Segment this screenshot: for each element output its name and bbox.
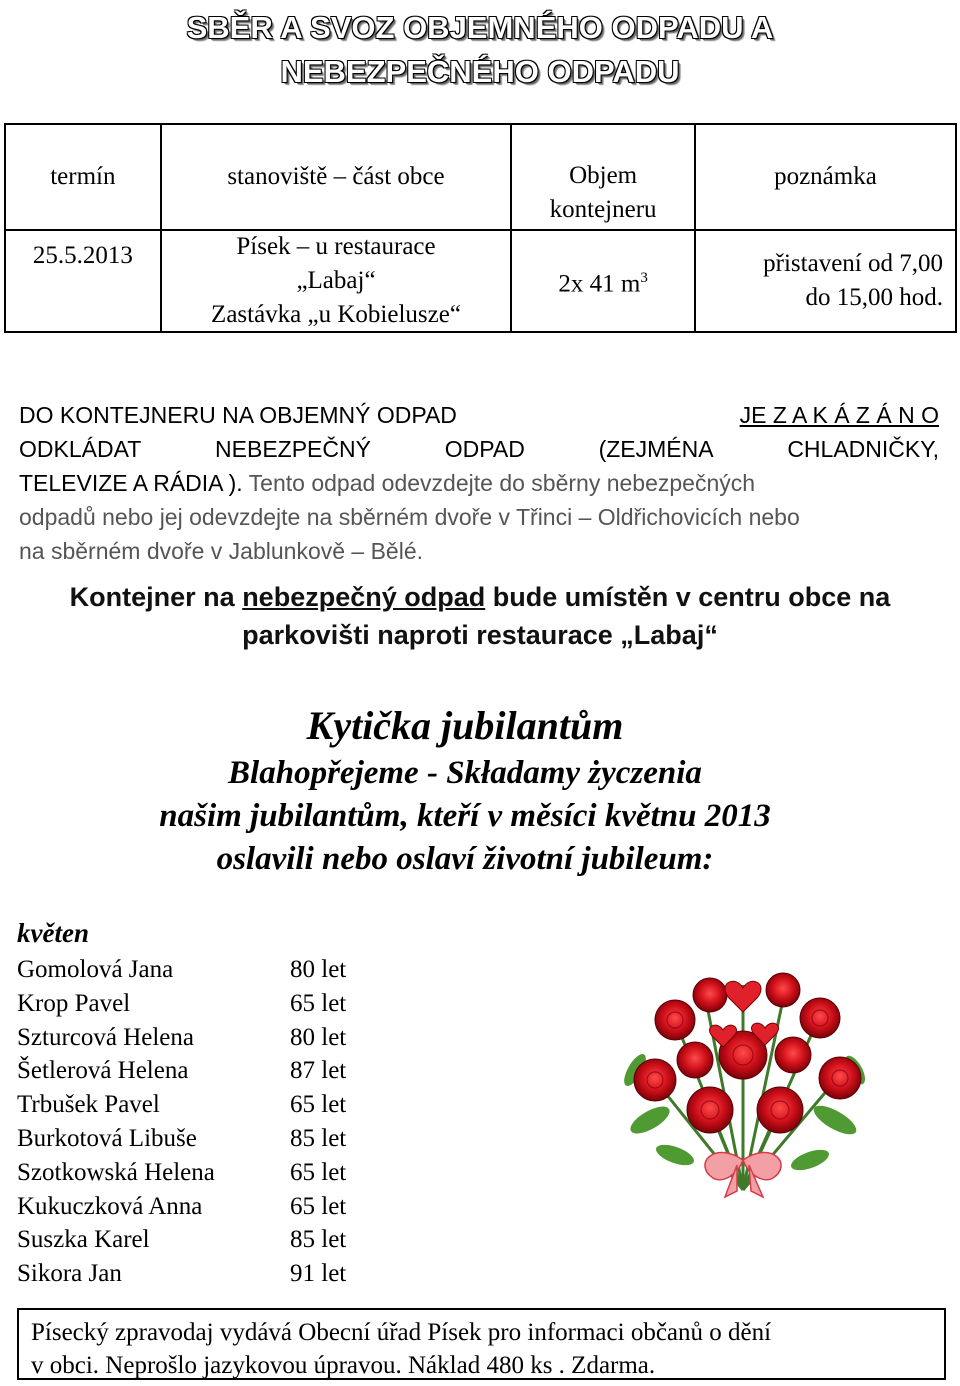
page-title [0, 6, 960, 94]
schedule-row [5, 230, 956, 332]
notice-line-3 [19, 466, 939, 500]
notice-l3-caps: TELEVIZE A RÁDIA ). [19, 470, 243, 496]
header-poznamka: poznámka [774, 163, 877, 190]
month-heading: květen [17, 918, 89, 948]
jubilant-age: 80 let [290, 956, 347, 983]
notice-line-5: na sběrném dvoře v Jablunkově – Bělé. [19, 538, 424, 564]
row-volume [512, 261, 694, 301]
list-item [17, 1088, 346, 1122]
jubilant-age: 65 let [290, 1158, 347, 1186]
jubilant-name: Krop Pavel [17, 989, 131, 1017]
list-item [17, 1156, 346, 1190]
jubilant-name: Gomolová Jana [17, 956, 174, 983]
notice-l1-a: DO KONTEJNERU NA OBJEMNÝ ODPAD [19, 402, 457, 428]
jubilant-name: Suszka Karel [17, 1226, 150, 1254]
notice-l2-a: ODKLÁDAT [19, 436, 142, 462]
jubilee-heading-block [0, 700, 930, 881]
jubilant-name: Szotkowská Helena [17, 1158, 215, 1186]
list-item [17, 1122, 346, 1156]
list-item [17, 1257, 346, 1291]
notice-l2-d: (ZEJMÉNA [598, 436, 714, 462]
jubilee-line-2: našim jubilantům, kteří v měsíci květnu 2013 [159, 798, 771, 834]
notice-line-2 [19, 432, 939, 466]
list-item [17, 987, 346, 1021]
notice-forbidden: JE Z A K Á Z Á N O [739, 402, 939, 428]
jubilant-age: 85 let [290, 1226, 347, 1254]
jubilant-name: Sikora Jan [17, 1260, 122, 1288]
jubilee-heading: Kytička jubilantům [306, 703, 624, 748]
jubilant-age: 91 let [290, 1260, 347, 1288]
list-item [17, 1223, 346, 1257]
jubilee-line-1: Blahopřejeme - Składamy życzenia [228, 755, 702, 791]
jubilant-name: Šetlerová Helena [17, 1057, 189, 1085]
jubilant-name: Burkotová Libuše [17, 1124, 197, 1152]
row-place-2: „Labaj“ [296, 267, 376, 294]
footer-line-1: Písecký zpravodaj vydává Obecní úřad Písek pro informaci občanů o dění [31, 1319, 772, 1346]
container-note-l1-b: bude umístěn v centru obce na [485, 582, 891, 612]
header-objem: Objem [569, 162, 638, 189]
jubilee-line-3: oslavili nebo oslaví životní jubileum: [216, 841, 714, 877]
notice-l2-b: NEBEZPEČNÝ [215, 436, 371, 462]
notice-l2-e: CHLADNIČKY, [787, 436, 939, 462]
jubilant-name: Trbušek Pavel [17, 1091, 160, 1119]
schedule-header-row [5, 124, 956, 230]
jubilant-name: Kukuczková Anna [17, 1192, 203, 1220]
header-kontejneru: kontejneru [549, 196, 657, 223]
list-item [17, 1190, 346, 1224]
container-note-line-2: parkovišti naproti restaurace „Labaj“ [242, 620, 718, 650]
row-volume-sup: 3 [640, 269, 648, 286]
notice-l2-c: ODPAD [444, 436, 525, 462]
jubilant-name: Szturcová Helena [17, 1023, 195, 1051]
jubilant-age: 65 let [290, 989, 347, 1017]
row-note-2: do 15,00 hod. [805, 284, 943, 311]
jubilant-age: 87 let [290, 1057, 347, 1085]
row-date: 25.5.2013 [32, 242, 133, 269]
row-note-1: přistavení od 7,00 [763, 250, 943, 277]
footer-line-2: v obci. Neprošlo jazykovou úpravou. Náklad 480 ks . Zdarma. [31, 1352, 656, 1379]
jubilant-age: 85 let [290, 1124, 347, 1152]
header-stanoviste: stanoviště – část obce [227, 163, 445, 190]
container-note-underlined: nebezpečný odpad [242, 582, 486, 612]
jubilant-age: 65 let [290, 1192, 347, 1220]
title-line-2: NEBEZPEČNÉHO ODPADU [280, 54, 680, 89]
jubilant-age: 65 let [290, 1091, 347, 1119]
jubilant-list [17, 953, 346, 1291]
title-line-1: SBĚR A SVOZ OBJEMNÉHO ODPADU A [186, 10, 774, 45]
notice-line-4: odpadů nebo jej odevzdejte na sběrném dvoře v Třinci – Oldřichovicích nebo [19, 504, 800, 530]
rose-bouquet-image [615, 960, 870, 1200]
list-item [17, 1054, 346, 1088]
footer-box [17, 1308, 946, 1380]
container-note [0, 578, 960, 654]
notice-line-1 [19, 398, 939, 432]
row-place-3: Zastávka „u Kobielusze“ [211, 301, 461, 328]
jubilant-age: 80 let [290, 1023, 347, 1051]
notice-l3-rest: Tento odpad odevzdejte do sběrny nebezpečných [242, 470, 756, 496]
schedule-table [4, 123, 957, 333]
header-termin: termín [50, 163, 116, 190]
container-note-l1-a: Kontejner na [69, 582, 243, 612]
row-place-1: Písek – u restaurace [236, 233, 436, 260]
list-item [17, 1021, 346, 1055]
row-volume-value: 2x 41 m [558, 270, 641, 298]
list-item [17, 953, 346, 987]
container-note-line-1 [0, 578, 960, 616]
disposal-notice [19, 398, 939, 568]
